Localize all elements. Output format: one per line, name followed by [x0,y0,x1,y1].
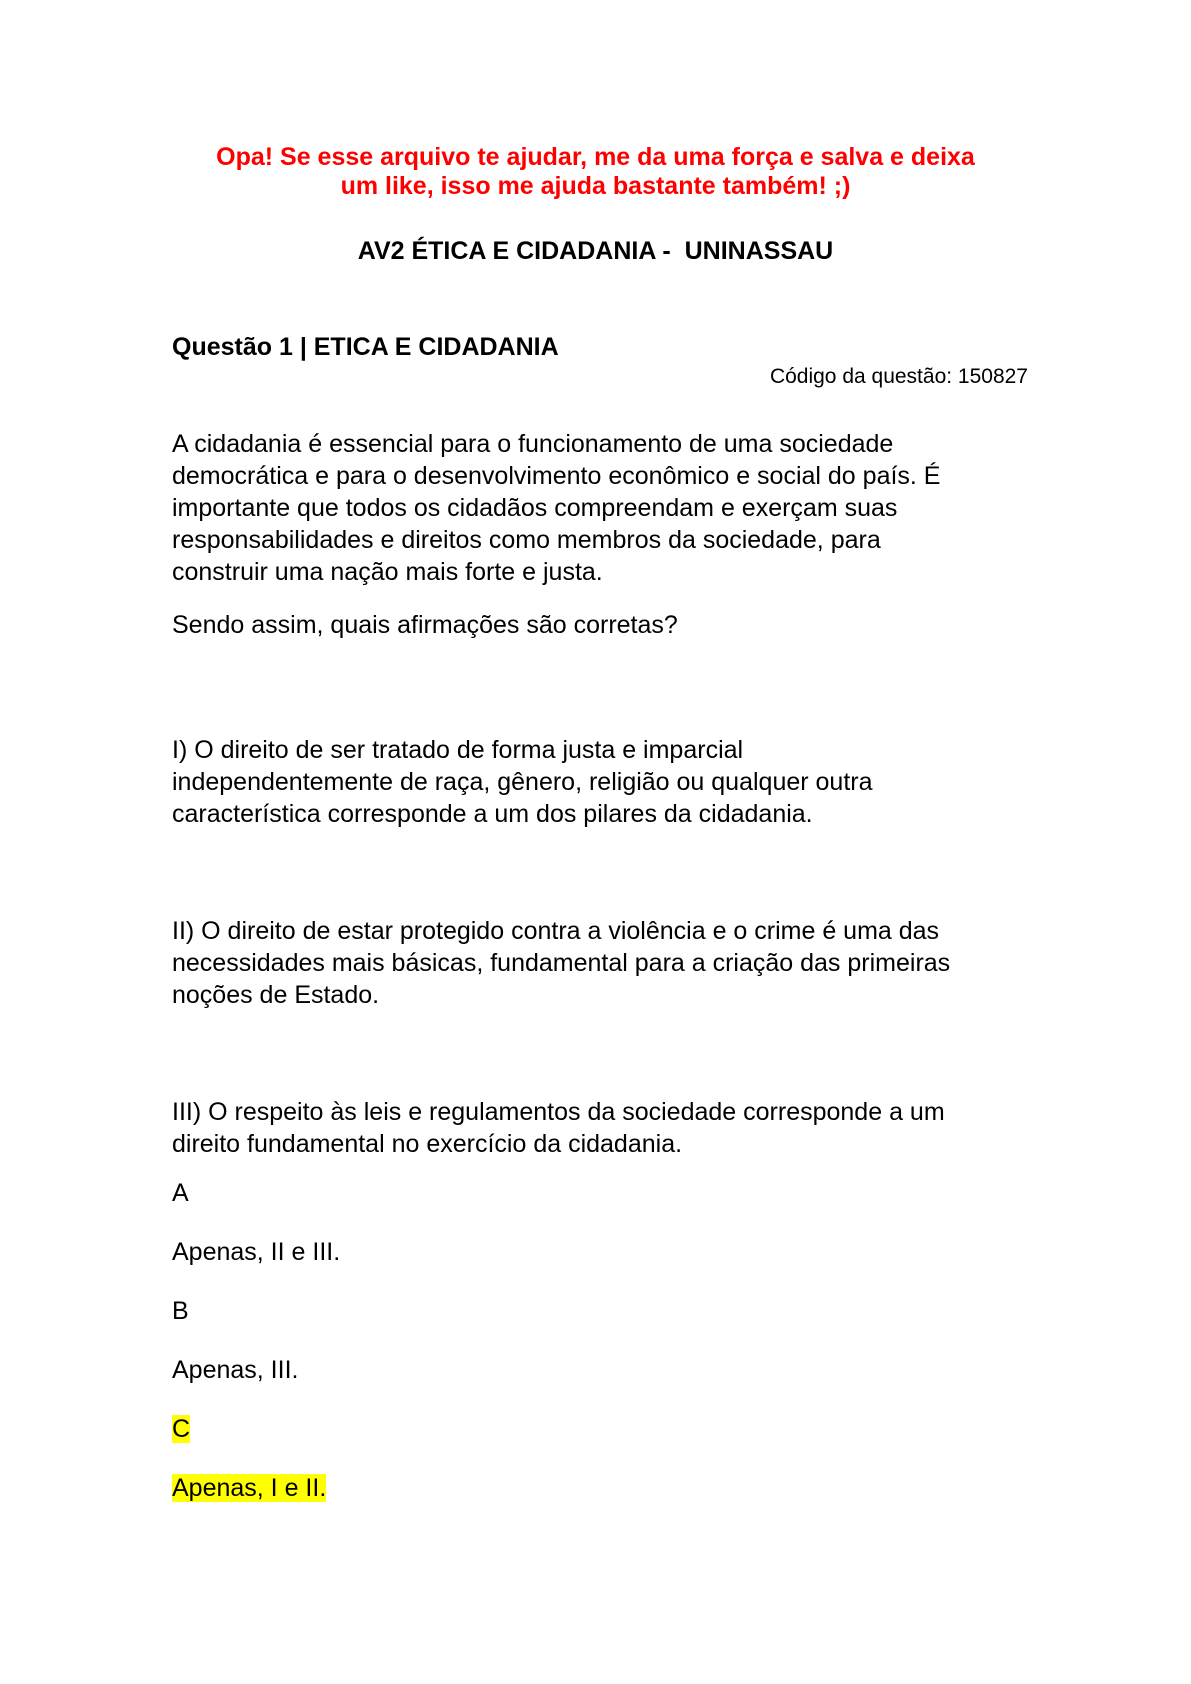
statement-line: III) O respeito às leis e regulamentos da sociedade corresponde a um [172,1098,945,1126]
statement-line: noções de Estado. [172,981,380,1009]
question-prompt [172,609,1032,641]
question-intro [172,428,1032,588]
intro-line: responsabilidades e direitos como membros da sociedade, para [172,526,881,554]
option-a-letter [172,1179,189,1208]
statement-line: característica corresponde a um dos pilares da cidadania. [172,800,813,828]
question-heading: Questão 1 | ETICA E CIDADANIA [172,333,559,361]
statement-line: necessidades mais básicas, fundamental para a criação das primeiras [172,949,951,977]
option-a-text [172,1238,340,1267]
intro-line: importante que todos os cidadãos compreendam e exerçam suas [172,494,898,522]
highlighted-option-text: Apenas, I e II. [172,1474,327,1502]
option-letter: B [172,1297,189,1325]
option-letter: A [172,1179,189,1207]
statement-line: direito fundamental no exercício da cidadania. [172,1130,683,1158]
document-title: AV2 ÉTICA E CIDADANIA - UNINASSAU [357,237,834,265]
intro-line: A cidadania é essencial para o funcionamento de uma sociedade [172,430,894,458]
intro-line: construir uma nação mais forte e justa. [172,558,603,586]
question-code: Código da questão: 150827 [769,365,1028,388]
statement-1 [172,734,1032,830]
option-c-text [172,1474,326,1503]
option-text: Apenas, II e III. [172,1238,341,1266]
intro-line: democrática e para o desenvolvimento econômico e social do país. É [172,462,941,490]
option-text: Apenas, III. [172,1356,299,1384]
option-c-letter [172,1415,190,1444]
option-b-text [172,1356,298,1385]
option-b-letter [172,1297,189,1326]
notice-line-2: um like, isso me ajuda bastante também! ;) [340,172,851,200]
statement-2 [172,915,1032,1011]
request-notice [0,143,1191,201]
statement-line: independentemente de raça, gênero, religião ou qualquer outra [172,768,873,796]
notice-line-1: Opa! Se esse arquivo te ajudar, me da uma força e salva e deixa [216,143,975,171]
highlighted-option-letter: C [172,1415,191,1443]
statement-line: II) O direito de estar protegido contra a violência e o crime é uma das [172,917,940,945]
statement-3 [172,1096,1032,1160]
prompt-text: Sendo assim, quais afirmações são corretas? [172,611,678,639]
statement-line: I) O direito de ser tratado de forma justa e imparcial [172,736,744,764]
